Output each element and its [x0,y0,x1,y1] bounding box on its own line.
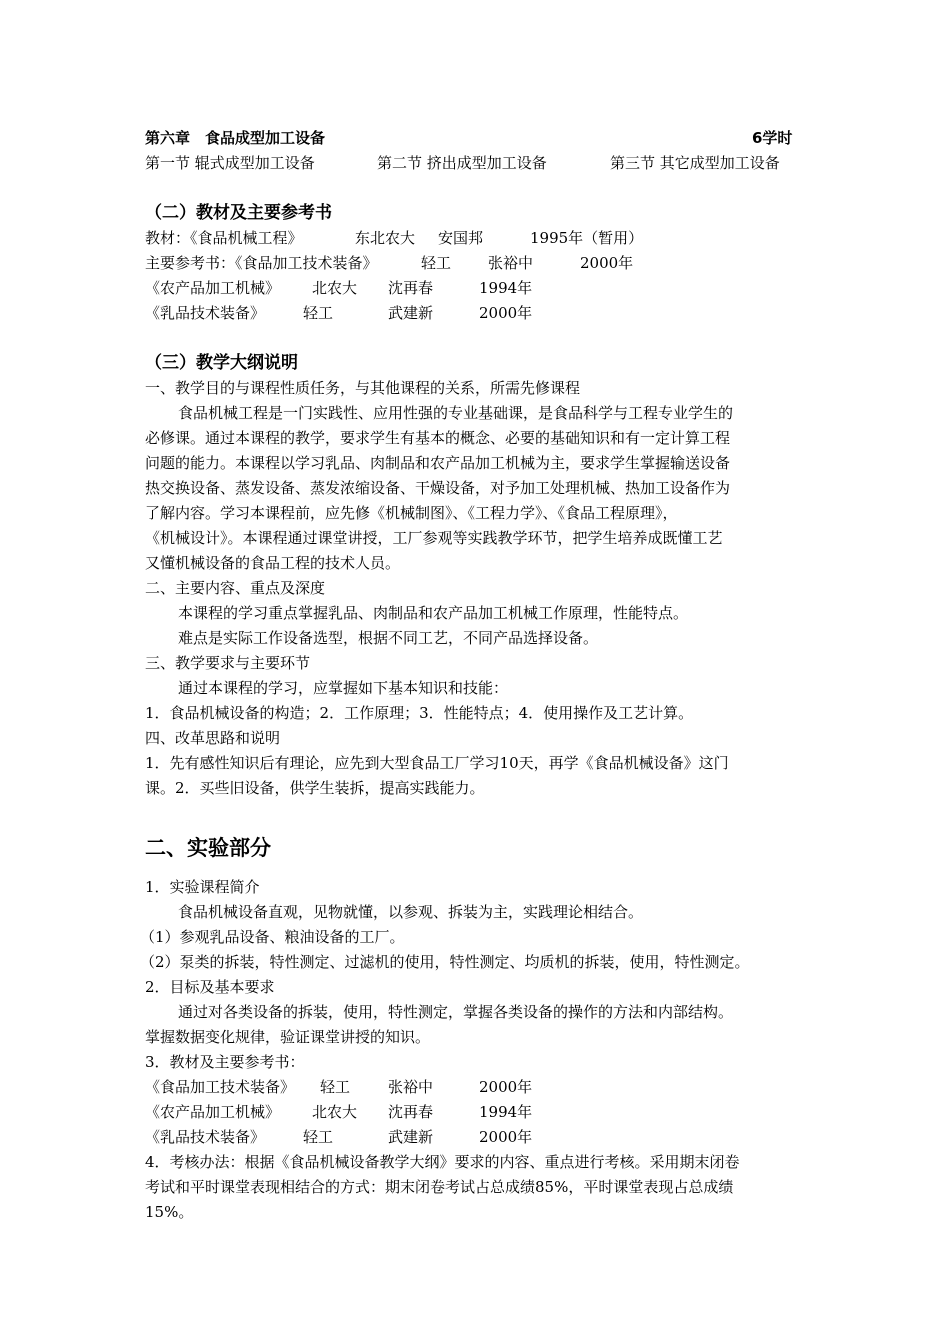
lab-i4-line3: 15%。 [145,1203,194,1221]
lab-ref-1-author: 张裕中 [388,1078,434,1096]
lab-ref-3-publisher: 轻工 [303,1128,334,1146]
syllabus-s2-line2: 难点是实际工作设备选型，根据不同工艺，不同产品选择设备。 [178,629,599,647]
syllabus-s1-line: 食品机械工程是一门实践性、应用性强的专业基础课，是食品科学与工程专业学生的 [178,404,734,422]
lab-i2-line2: 掌握数据变化规律，验证课堂讲授的知识。 [145,1028,431,1046]
ref-2-publisher: 北农大 [312,279,358,297]
ref-3-author: 武建新 [388,304,434,322]
ref-2-label: 《农产品加工机械》 [145,279,281,297]
textbook-main-publisher: 东北农大 [355,229,416,247]
syllabus-s1-line: 热交换设备、蒸发设备、蒸发浓缩设备、干燥设备，对予加工处理机械、热加工设备作为 [145,479,731,497]
ref-1-year: 2000年 [580,254,634,272]
textbook-main-year: 1995年（暂用） [530,229,644,247]
syllabus-s1-line: 问题的能力。本课程以学习乳品、肉制品和农产品加工机械为主，要求学生掌握输送设备 [145,454,731,472]
section-1: 第一节 辊式成型加工设备 [145,154,315,172]
ref-1-publisher: 轻工 [421,254,452,272]
ref-3-publisher: 轻工 [303,304,334,322]
syllabus-s3-line2: 1．食品机械设备的构造；2．工作原理；3．性能特点；4．使用操作及工艺计算。 [145,704,694,722]
section-2: 第二节 挤出成型加工设备 [377,154,547,172]
lab-ref-3-year: 2000年 [479,1128,533,1146]
lab-ref-2-label: 《农产品加工机械》 [145,1103,281,1121]
ref-2-year: 1994年 [479,279,533,297]
ref-1-label: 主要参考书：《食品加工技术装备》 [145,254,378,272]
lab-ref-1-year: 2000年 [479,1078,533,1096]
syllabus-heading: （三）教学大纲说明 [145,353,298,373]
syllabus-s3-title: 三、教学要求与主要环节 [145,654,311,672]
lab-i4-line1: 4．考核办法：根据《食品机械设备教学大纲》要求的内容、重点进行考核。采用期末闭卷 [145,1153,740,1171]
chapter-title: 第六章 食品成型加工设备 [145,129,326,147]
syllabus-s1-line: 《机械设计》。本课程通过课堂讲授，工厂参观等实践教学环节，把学生培养成既懂工艺 [145,529,723,547]
lab-ref-2-author: 沈再春 [388,1103,434,1121]
syllabus-s2-line1: 本课程的学习重点掌握乳品、肉制品和农产品加工机械工作原理，性能特点。 [178,604,689,622]
syllabus-s1-line: 又懂机械设备的食品工程的技术人员。 [145,554,401,572]
ref-2-author: 沈再春 [388,279,434,297]
syllabus-s4-line1: 1．先有感性知识后有理论，应先到大型食品工厂学习10天，再学《食品机械设备》这门 [145,754,729,772]
ref-1-author: 张裕中 [488,254,534,272]
syllabus-s3-line1: 通过本课程的学习，应掌握如下基本知识和技能： [178,679,509,697]
chapter-hours: 6学时 [752,129,793,147]
syllabus-s2-title: 二、主要内容、重点及深度 [145,579,326,597]
lab-i1-sub1: （1）参观乳品设备、粮油设备的工厂。 [140,928,405,946]
ref-3-label: 《乳品技术装备》 [145,304,266,322]
lab-i1-line: 食品机械设备直观，见物就懂，以参观、拆装为主，实践理论相结合。 [178,903,644,921]
lab-ref-1-publisher: 轻工 [320,1078,351,1096]
syllabus-s4-title: 四、改革思路和说明 [145,729,281,747]
section-3: 第三节 其它成型加工设备 [610,154,780,172]
lab-i4-line2: 考试和平时课堂表现相结合的方式：期末闭卷考试占总成绩85%，平时课堂表现占总成绩 [145,1178,734,1196]
lab-ref-1-label: 《食品加工技术装备》 [145,1078,296,1096]
lab-ref-3-author: 武建新 [388,1128,434,1146]
lab-ref-2-publisher: 北农大 [312,1103,358,1121]
textbooks-heading: （二）教材及主要参考书 [145,203,332,223]
lab-i1-sub2: （2）泵类的拆装，特性测定、过滤机的使用，特性测定、均质机的拆装，使用，特性测定。 [140,953,750,971]
textbook-main-label: 教材：《食品机械工程》 [145,229,303,247]
lab-i1-title: 1．实验课程简介 [145,878,260,896]
textbook-main-author: 安国邦 [438,229,484,247]
lab-i2-title: 2．目标及基本要求 [145,978,275,996]
ref-3-year: 2000年 [479,304,533,322]
lab-ref-2-year: 1994年 [479,1103,533,1121]
lab-i2-line1: 通过对各类设备的拆装，使用，特性测定，掌握各类设备的操作的方法和内部结构。 [178,1003,734,1021]
lab-ref-3-label: 《乳品技术装备》 [145,1128,266,1146]
syllabus-s1-line: 了解内容。学习本课程前，应先修《机械制图》、《工程力学》、《食品工程原理》， [145,504,678,522]
lab-i3-title: 3．教材及主要参考书： [145,1053,305,1071]
syllabus-s1-title: 一、教学目的与课程性质任务，与其他课程的关系，所需先修课程 [145,379,581,397]
syllabus-s4-line2: 课。2．买些旧设备，供学生装拆，提高实践能力。 [145,779,485,797]
syllabus-s1-line: 必修课。通过本课程的教学，要求学生有基本的概念、必要的基础知识和有一定计算工程 [145,429,731,447]
lab-heading: 二、实验部分 [145,836,271,860]
